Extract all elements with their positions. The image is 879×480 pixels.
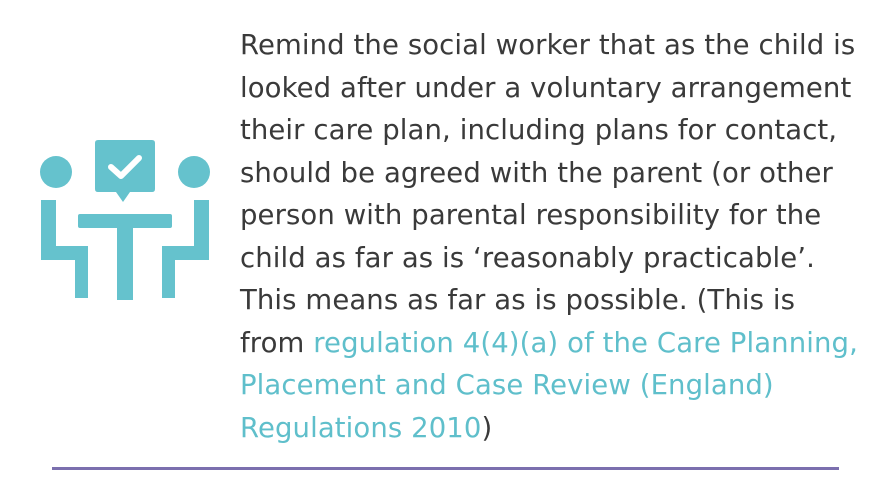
table-leg <box>117 228 133 300</box>
table-top <box>78 214 172 228</box>
meeting-illustration <box>38 140 212 304</box>
body-paragraph <box>240 24 860 449</box>
body-text: Remind the social worker that as the child is looked after under a voluntary arrangement their care plan, including plans for contact, should be agreed with the parent (or other person with parental responsibility for the child as far as is ‘reasonably practicable’. This means as far as is possible. (This is from <box>240 29 856 359</box>
regulation-link[interactable]: regulation 4(4)(a) of the Care Planning, Placement and Case Review (England) Regulations 2010 <box>240 326 858 444</box>
body-text-end: ) <box>481 411 493 444</box>
right-person-head <box>178 156 210 188</box>
left-person-head <box>40 156 72 188</box>
divider <box>52 467 839 470</box>
meeting-icon <box>38 140 212 304</box>
